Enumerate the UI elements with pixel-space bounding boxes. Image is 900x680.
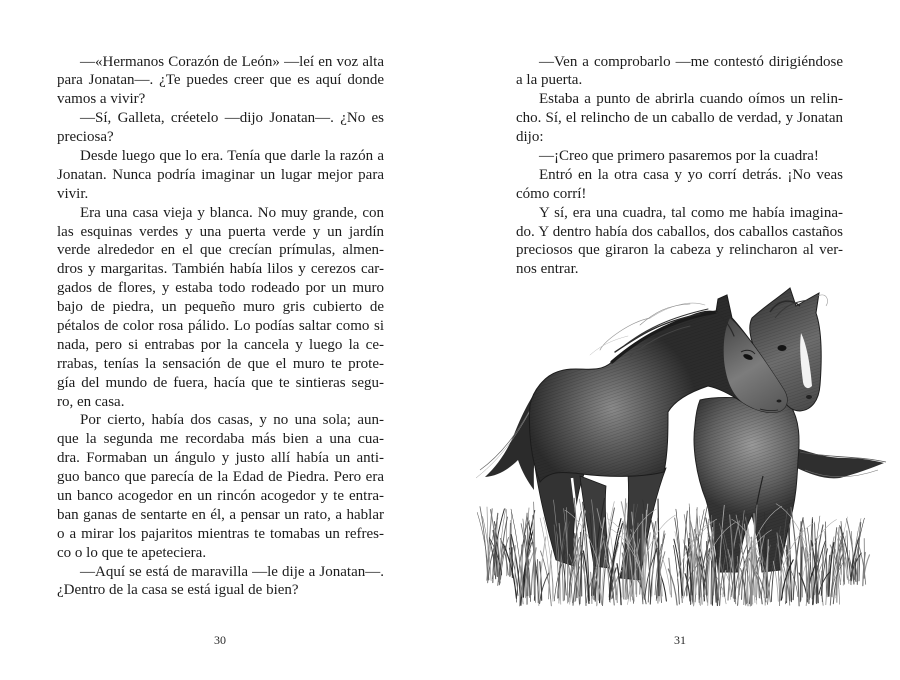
- horses-illustration: [470, 280, 890, 620]
- text-line: a la puerta.: [516, 72, 583, 89]
- grass-blade: [480, 507, 488, 580]
- text-line: guo banco que parecía de la Edad de Piedra. Pero era: [57, 469, 384, 486]
- text-line: —¡Creo que primero pasaremos por la cuadra!: [539, 147, 819, 164]
- text-line: —Ven a comprobarlo —me contestó dirigiéndose: [539, 53, 843, 70]
- grass: [477, 498, 869, 606]
- text-line: dijo:: [516, 129, 544, 146]
- right-horse-nostril: [806, 395, 812, 399]
- text-line: Desde luego que lo era. Tenía que darle la razón a: [80, 147, 384, 164]
- grass-blade: [539, 537, 546, 606]
- text-line: vamos a vivir?: [57, 91, 146, 108]
- grass-blade: [538, 560, 539, 603]
- text-line: nada, pero si entrabas por la cancela y luego la ce-: [57, 336, 384, 353]
- text-line: Y sí, era una cuadra, tal como me había imagina-: [539, 204, 843, 221]
- text-line: verde alrededor en el que crecían prímulas, almen-: [57, 242, 384, 259]
- text-line: Era una casa vieja y blanca. No muy grande, con: [80, 204, 384, 221]
- text-line: cómo corrí!: [516, 185, 587, 202]
- text-line: ro, en casa.: [57, 393, 125, 410]
- paragraph: [516, 204, 843, 280]
- grass-blade: [859, 555, 860, 581]
- text-line: rrabas, tenías la sensación de que el muro te prote-: [57, 355, 384, 372]
- text-line: preciosa?: [57, 129, 114, 146]
- paragraph: [57, 204, 384, 412]
- text-line: Jonatan. Nunca podría imaginar un lugar mejor para: [57, 166, 384, 183]
- left-horse-nostril: [777, 400, 782, 403]
- paragraph: [57, 411, 384, 562]
- paragraph: [516, 166, 843, 204]
- page-number: 31: [674, 633, 686, 647]
- text-line: co o lo que te apeteciera.: [57, 544, 207, 561]
- text-line: ban ganas de sentarte en él, a pensar un rato, a hablar: [57, 506, 384, 523]
- grass-blade: [522, 545, 523, 597]
- text-line: Por cierto, había dos casas, y no una sola; aun-: [80, 412, 384, 429]
- text-line: do. Y dentro había dos caballos, dos caballos castaños: [516, 223, 843, 240]
- text-line: dra. Formaban un ángulo y justo allí había un anti-: [57, 450, 384, 467]
- text-line: que la segunda me recordaba más bien a una cua-: [57, 431, 384, 448]
- text-line: vivir.: [57, 185, 89, 202]
- text-line: bajo de piedra, un pequeño muro gris cubierto de: [57, 299, 384, 316]
- text-line: pétalos de color rosa pálido. Lo podías saltar como si: [57, 317, 384, 334]
- text-line: —Aquí se está de maravilla —le dije a Jonatan—.: [80, 563, 384, 580]
- text-line: preciosos que giraron la cabeza y relincharon al ver-: [516, 242, 843, 259]
- text-line: para Jonatan—. ¿Te puedes creer que es aquí donde: [57, 72, 384, 89]
- paragraph: [516, 90, 843, 147]
- page-number: 30: [214, 633, 226, 647]
- right-horse-eye: [778, 345, 787, 351]
- right-page-text: [516, 53, 843, 280]
- text-line: las esquinas verdes y una puerta verde y un jardín: [57, 223, 384, 240]
- text-line: nos entrar.: [516, 261, 579, 278]
- left-page-text: [57, 53, 384, 601]
- paragraph: [57, 563, 384, 601]
- paragraph: [516, 147, 843, 166]
- text-line: dros y margaritas. También había lilos y cerezos car-: [57, 261, 384, 278]
- text-line: gados de flores, y estaba todo rodeado por un muro: [57, 280, 384, 297]
- text-line: cho. Sí, el relincho de un caballo de verdad, y Jonatan: [516, 110, 843, 127]
- text-line: —«Hermanos Corazón de León» —leí en voz alta: [80, 53, 384, 70]
- paragraph: [57, 147, 384, 204]
- text-line: ¿Dentro de la casa se está igual de bien?: [57, 582, 299, 599]
- right-horse-tail: [796, 448, 884, 478]
- text-line: Entró en la otra casa y yo corrí detrás. ¡No veas: [539, 166, 843, 183]
- text-line: un banco acogedor en un rincón acogedor y te entra-: [57, 487, 384, 504]
- text-line: —Sí, Galleta, créetelo —dijo Jonatan—. ¿No es: [80, 110, 384, 127]
- paragraph: [516, 53, 843, 91]
- text-line: Estaba a punto de abrirla cuando oímos un relin-: [539, 91, 843, 108]
- text-line: gía del mundo de fuera, hacía que te sintieras segu-: [57, 374, 384, 391]
- paragraph: [57, 53, 384, 110]
- paragraph: [57, 109, 384, 147]
- text-line: o a mirar los pajaritos mientras te tomabas un refres-: [57, 525, 384, 542]
